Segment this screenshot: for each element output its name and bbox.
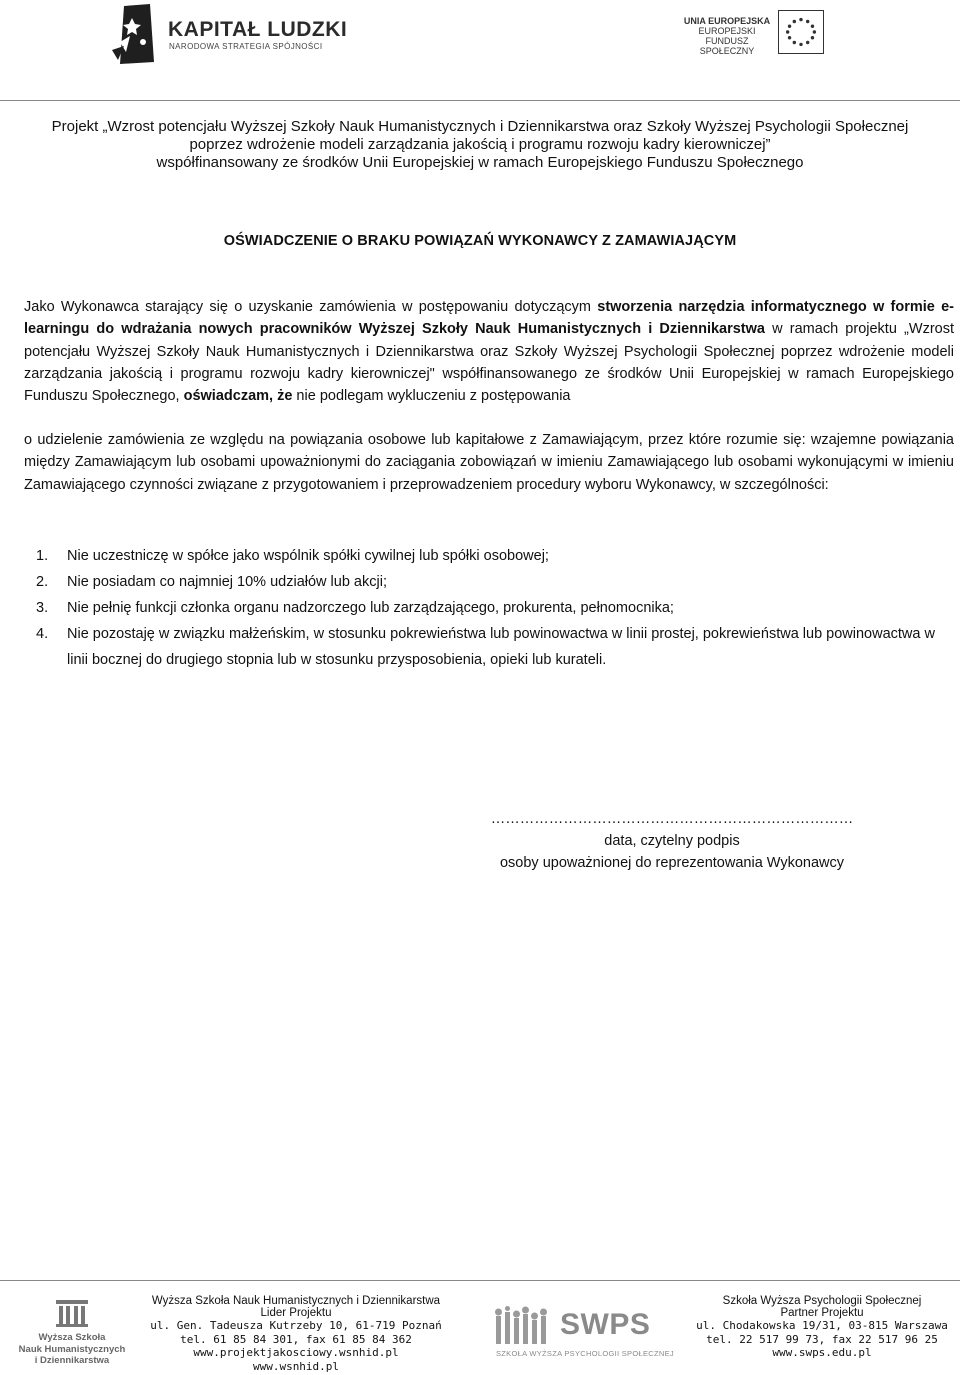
partner-address: ul. Chodakowska 19/31, 03-815 Warszawa [696,1319,948,1332]
list-item [36,595,956,621]
list-item [36,543,956,569]
eu-flag-icon [778,10,824,54]
list-item-text: Nie uczestniczę w spółce jako wspólnik spółki cywilnej lub spółki osobowej; [67,548,549,564]
statement-exclusion: nie podlegam wykluczeniu z postępowania [292,388,571,405]
list-item-number: 2. [36,574,49,590]
swps-logo-subtitle: SZKOŁA WYŻSZA PSYCHOLOGII SPOŁECZNEJ [496,1349,674,1358]
leader-address: ul. Gen. Tadeusza Kutrzeby 10, 61-719 Poznań [150,1319,442,1332]
statement-paragraph [24,296,954,407]
signature-block [468,808,876,874]
list-item-text: Nie pełnię funkcji członka organu nadzorczego lub zarządzającego, prokurenta, pełnomocnika; [67,600,674,616]
statement-project: w ramach projektu „Wzrost potencjału Wyższej Szkoły Nauk Humanistycznych i Dziennikarstwa oraz Szkoły Wyższej Psychologii Społecznej poprzez wdrożenie modeli zarządzania jakością i programu rozwoju kadry kierowniczej" współfinansowanego ze środków Unii Europejskiej w ramach Europejskiego Funduszu Społecznego, [24,321,954,405]
kapital-ludzki-emblem-icon [110,2,162,66]
leader-role: Lider Projektu [260,1307,332,1319]
partner-name: Szkoła Wyższa Psychologii Społecznej [722,1295,922,1307]
relations-paragraph: o udzielenie zamówienia ze względu na powiązania osobowe lub kapitałowe z Zamawiającym, przez które rozumie się: wzajemne powiązania między Zamawiającym lub osobami upoważnionymi do zaciągania zobowiązań w imieniu Zamawiającego lub osobami wykonującymi w imieniu Zamawiającego czynności związane z przygotowaniem i przeprowadzeniem procedury wyboru Wykonawcy, w szczególności: [24,432,954,493]
header-divider [0,100,960,101]
statement-declaration: oświadczam, że [183,388,293,405]
footer-divider [0,1280,960,1281]
kapital-ludzki-title: KAPITAŁ LUDZKI [168,18,348,41]
project-header-line2: poprzez wdrożenie modeli zarządzania jakością i programu rozwoju kadry kierowniczej” [189,136,771,153]
wsnhid-logo [18,1298,126,1370]
wsnhid-logo-line1: Wyższa Szkoła [38,1332,106,1343]
swps-logo [494,1302,672,1362]
list-item-number: 1. [36,548,49,564]
eu-logo-text [680,16,774,56]
eu-logo-line1: UNIA EUROPEJSKA [683,16,771,26]
declarations-list [36,543,956,673]
swps-wordmark: SWPS [560,1308,651,1341]
partner-contact [686,1295,958,1360]
project-header-line1: Projekt „Wzrost potencjału Wyższej Szkoły Nauk Humanistycznych i Dziennikarstwa oraz Szkoły Wyższej Psychologii Społecznej [51,118,909,135]
statement-intro: Jako Wykonawca starający się o uzyskanie zamówienia w postępowaniu dotyczącym [24,299,598,315]
eu-logo-line3: FUNDUSZ SPOŁECZNY [699,36,755,56]
list-item-number: 4. [36,626,49,642]
swps-figures-icon [494,1306,556,1346]
wsnhid-logo-text [18,1332,126,1367]
eu-logo [680,8,845,58]
wsnhid-logo-line3: i Dziennikarstwa [34,1355,110,1366]
project-header-line3: współfinansowany ze środków Unii Europejskiej w ramach Europejskiego Funduszu Społecznego [156,154,804,171]
leader-contact [136,1295,456,1373]
list-item-number: 3. [36,600,49,616]
list-item [36,569,956,595]
project-header [0,118,960,172]
partner-website: www.swps.edu.pl [772,1346,872,1360]
partner-role: Partner Projektu [780,1307,864,1319]
kapital-ludzki-subtitle: NARODOWA STRATEGIA SPÓJNOŚCI [169,42,323,51]
list-item-text: Nie pozostaję w związku małżeńskim, w stosunku pokrewieństwa lub powinowactwa w linii prostej, pokrewieństwa lub powinowactwa w linii bocznej do drugiego stopnia lub w stosunku przysposobienia, opieki lub kurateli. [67,626,935,668]
list-item-text: Nie posiadam co najmniej 10% udziałów lub akcji; [67,574,387,590]
statement-subject: stworzenia narzędzia informatycznego w formie e-learningu do wdrażania nowych pracowników Wyższej Szkoły Nauk Humanistycznych i Dziennikarstwa [24,299,954,338]
partner-phone: tel. 22 517 99 73, fax 22 517 96 25 [706,1332,938,1346]
signature-caption-2: osoby upoważnionej do reprezentowania Wykonawcy [499,855,845,871]
wsnhid-logo-line2: Nauk Humanistycznych [18,1343,126,1355]
leader-website-project: www.projektjakosciowy.wsnhid.pl [193,1346,399,1360]
columns-icon [54,1298,90,1328]
kapital-ludzki-logo [108,0,348,70]
eu-logo-line2: EUROPEJSKI [698,26,756,36]
list-item [36,621,956,673]
leader-phone: tel. 61 85 84 301, fax 61 85 84 362 [180,1332,412,1346]
signature-caption-1: data, czytelny podpis [604,833,740,849]
document-title: OŚWIADCZENIE O BRAKU POWIĄZAŃ WYKONAWCY Z ZAMAWIAJĄCYM [223,233,737,249]
leader-name: Wyższa Szkoła Nauk Humanistycznych i Dziennikarstwa [151,1295,441,1307]
leader-website: www.wsnhid.pl [252,1359,340,1373]
signature-line: ………………………………………………………………… [490,811,854,827]
